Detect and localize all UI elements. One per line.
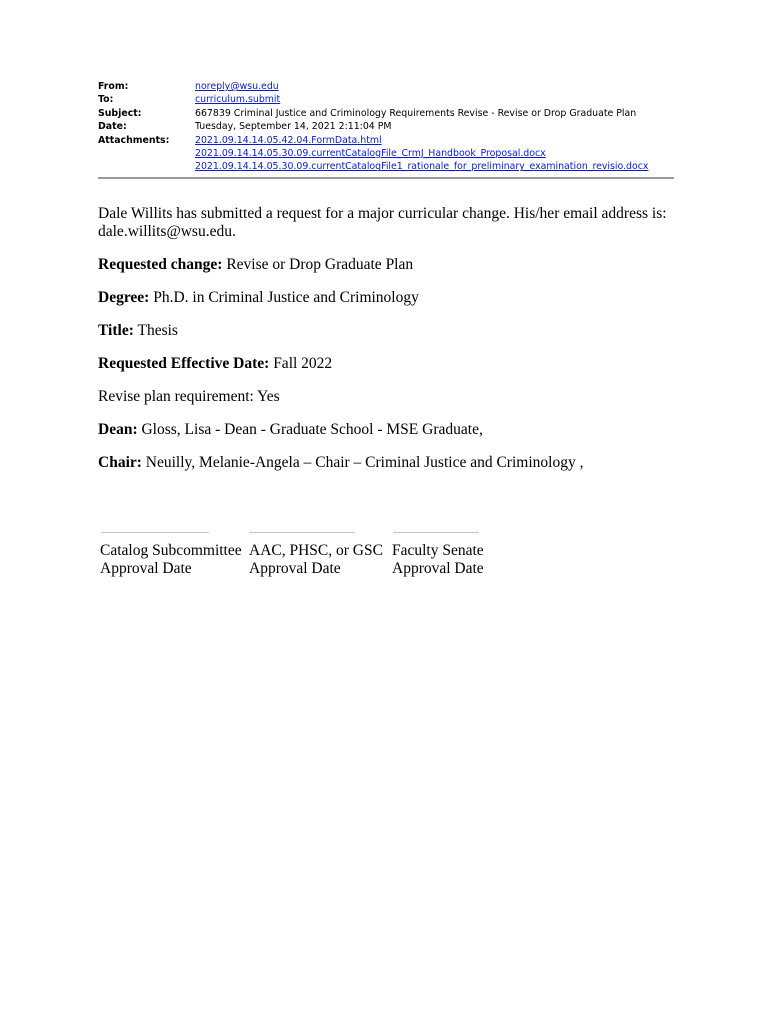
requested-change-line: [98, 256, 688, 274]
attachment-link[interactable]: 2021.09.14.14.05.42.04.FormData.html: [195, 134, 382, 146]
to-row: [98, 93, 674, 106]
dean-value: Gloss, Lisa - Dean - Graduate School - MSE Graduate,: [137, 421, 483, 438]
field-label: Requested Effective Date:: [98, 355, 270, 372]
field-label: Requested change:: [98, 256, 223, 273]
title-line: [98, 322, 688, 340]
field-label: Degree:: [98, 289, 150, 306]
signature-title: Faculty Senate: [392, 542, 484, 559]
date-row: [98, 120, 674, 133]
signature-line: [101, 532, 209, 533]
dean-line: [98, 421, 688, 439]
attachments-label: Attachments:: [98, 134, 170, 146]
to-label: To:: [98, 94, 114, 106]
subject-row: [98, 107, 674, 120]
date-label: Date:: [98, 121, 127, 133]
signature-label-senate: [392, 542, 484, 578]
chair-value: Neuilly, Melanie-Angela – Chair – Criminal Justice and Criminology ,: [141, 454, 584, 471]
from-row: [98, 80, 674, 93]
signature-line: [249, 532, 355, 533]
revise-plan-line: Revise plan requirement: Yes: [98, 388, 280, 405]
subject-label: Subject:: [98, 107, 142, 119]
degree-line: [98, 289, 688, 307]
chair-label: Chair:: [98, 454, 142, 471]
attachment-link[interactable]: 2021.09.14.14.05.30.09.currentCatalogFile_CrmJ_Handbook_Proposal.docx: [195, 148, 546, 160]
signature-subtitle: Approval Date: [100, 560, 192, 577]
attachments-row: [98, 134, 674, 174]
subject-value: 667839 Criminal Justice and Criminology Requirements Revise - Revise or Drop Graduate Plan: [195, 107, 637, 119]
field-value: Ph.D. in Criminal Justice and Criminology: [149, 289, 419, 306]
from-link[interactable]: noreply@wsu.edu: [195, 81, 279, 92]
signature-label-catalog: [100, 542, 242, 578]
to-link[interactable]: curriculum.submit: [195, 94, 281, 106]
intro-email: dale.willits@wsu.edu.: [98, 223, 236, 240]
signature-line: [393, 532, 479, 533]
signature-title: Catalog Subcommittee: [100, 542, 242, 559]
field-label: Title:: [98, 322, 134, 339]
effective-date-line: [98, 355, 688, 373]
signature-subtitle: Approval Date: [392, 560, 484, 577]
attachment-link[interactable]: 2021.09.14.14.05.30.09.currentCatalogFile1_rationale_for_preliminary_examination_revisio.docx: [195, 161, 649, 173]
intro-line: Dale Willits has submitted a request for a major curricular change. His/her email address is:: [98, 205, 667, 222]
header-divider: [98, 177, 674, 179]
field-value: Thesis: [133, 322, 178, 339]
field-value: Fall 2022: [269, 355, 333, 372]
date-value: Tuesday, September 14, 2021 2:11:04 PM: [195, 121, 392, 133]
signature-title: AAC, PHSC, or GSC: [249, 542, 383, 559]
from-label: From:: [98, 81, 129, 92]
dean-label: Dean:: [98, 421, 138, 438]
chair-line: [98, 454, 688, 472]
signature-subtitle: Approval Date: [249, 560, 341, 577]
signature-label-aac: [249, 542, 383, 578]
attachments-list: [195, 134, 648, 174]
email-header: [98, 80, 674, 174]
intro-paragraph: [98, 205, 688, 241]
field-value: Revise or Drop Graduate Plan: [222, 256, 414, 273]
